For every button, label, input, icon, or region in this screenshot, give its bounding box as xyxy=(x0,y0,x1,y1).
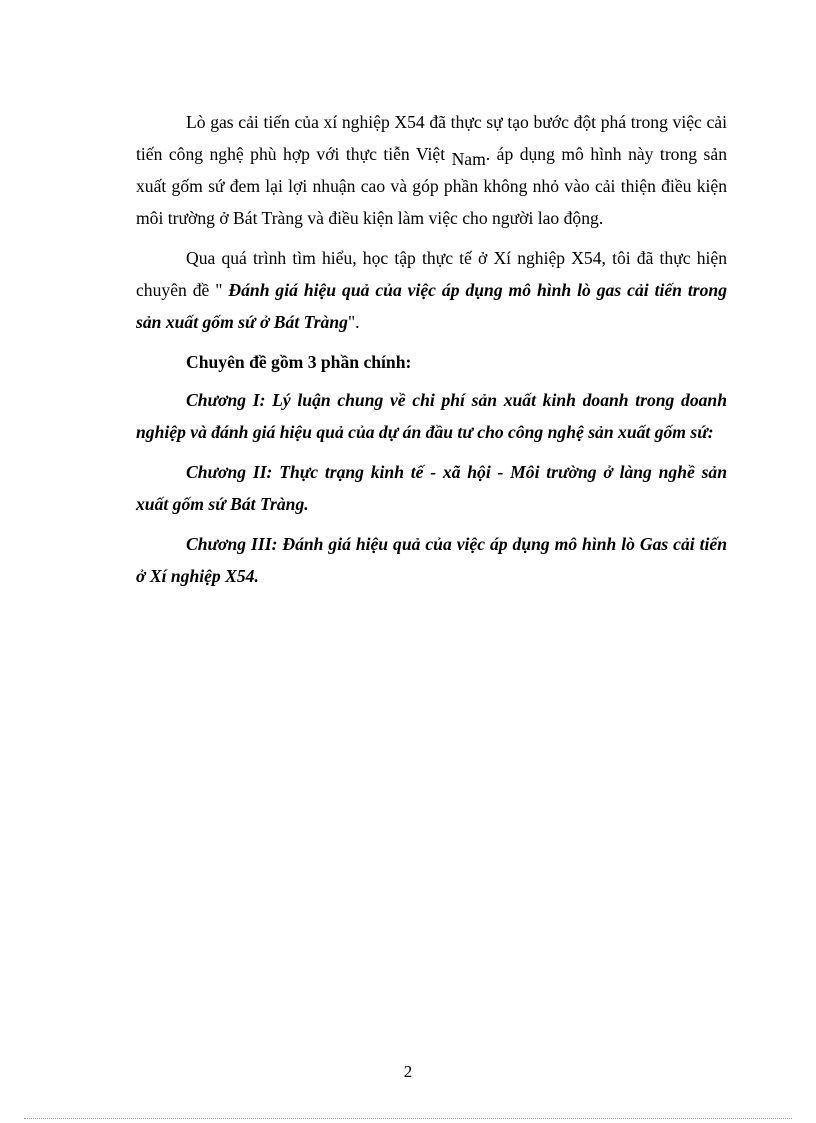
page-number: 2 xyxy=(403,1062,413,1081)
intro-text-part-3: . áp dụng mô hình này trong sản xuất gốm sứ đem lại lợi nhuận cao và góp phần không nhỏ vào cải thiện điều kiện môi trường ở Bát Tràng và điều kiện làm việc cho người lao động. xyxy=(136,144,727,228)
chapter-3: Chương III: Đánh giá hiệu quả của việc áp dụng mô hình lò Gas cải tiến ở Xí nghiệp X54. xyxy=(136,534,727,586)
intro-text-subscript: Nam xyxy=(451,149,486,169)
topic-paragraph xyxy=(136,242,727,338)
topic-title: Đánh giá hiệu quả của việc áp dụng mô hình lò gas cải tiến trong sản xuất gốm sứ ở Bát Tràng xyxy=(136,280,727,332)
chapter-1: Chương I: Lý luận chung về chi phí sản xuất kinh doanh trong doanh nghiệp và đánh giá hiệu quả của dự án đầu tư cho công nghệ sản xuất gốm sứ: xyxy=(136,390,727,442)
topic-intro-text: Qua quá trình tìm hiểu, học tập thực tế ở Xí nghiệp X54, tôi đã thực hiện chuyên đề " xyxy=(136,248,727,300)
page-bottom-divider xyxy=(24,1118,792,1119)
page-body xyxy=(136,106,727,600)
chapter-2: Chương II: Thực trạng kinh tế - xã hội - Môi trường ở làng nghề sản xuất gốm sứ Bát Tràng. xyxy=(136,462,727,514)
structure-heading: Chuyên đề gồm 3 phần chính: xyxy=(186,352,412,372)
topic-end-text: ". xyxy=(347,312,360,332)
intro-paragraph xyxy=(136,106,727,234)
intro-text-part-1: Lò gas cải tiến của xí nghiệp X54 đã thực sự tạo bước đột phá trong việc cải tiến công nghệ phù hợp với thực tiễn Việt xyxy=(136,112,727,164)
